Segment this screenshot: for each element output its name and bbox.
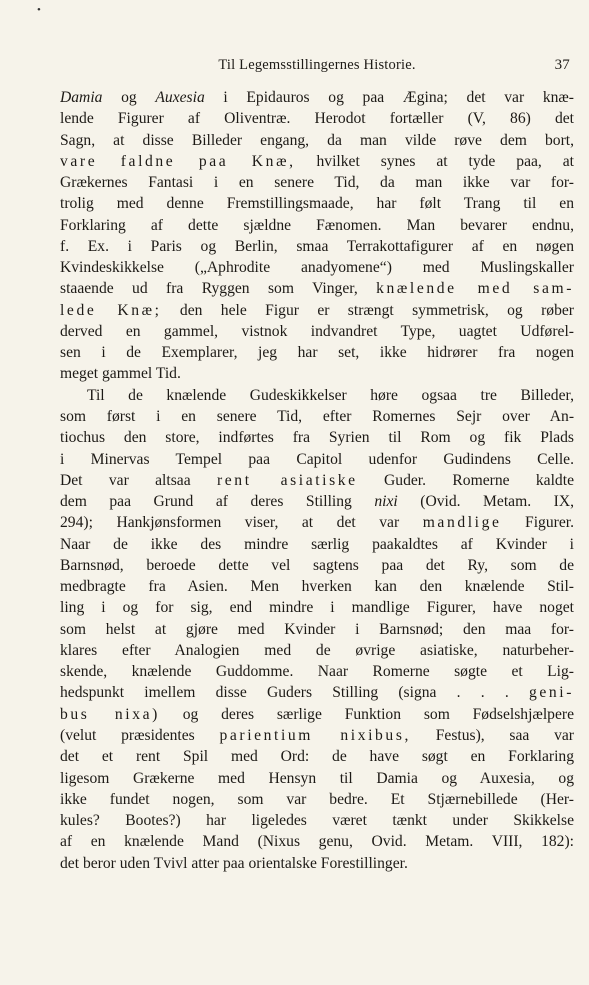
text-segment: og bbox=[102, 89, 156, 106]
text-line bbox=[60, 321, 574, 342]
italic-term: Damia bbox=[60, 89, 103, 106]
spaced-emphasis: mandlige bbox=[422, 514, 502, 532]
text-segment: f. Ex. i Paris og Berlin, smaa Terrakottafigurer af en nøgen bbox=[60, 237, 574, 255]
text-line bbox=[60, 406, 574, 427]
text-line bbox=[60, 108, 574, 129]
text-segment: Grækernes Fantasi i en senere Tid, da man ikke var for- bbox=[60, 174, 574, 192]
text-segment: lende Figurer af Oliventræ. Herodot fortæller (V, 86) det bbox=[60, 110, 574, 128]
text-segment: Det var altsaa bbox=[60, 471, 217, 489]
print-speck: • bbox=[37, 4, 41, 16]
text-line bbox=[60, 257, 574, 278]
text-segment: derved en gammel, vistnok indvandret Type, uagtet Udførel- bbox=[60, 322, 574, 340]
text-segment: hvilket synes at tyde paa, at bbox=[295, 152, 574, 170]
text-segment: medbragte fra Asien. Men hverken kan den knælende Stil- bbox=[60, 578, 574, 596]
text-segment: i Minervas Tempel paa Capitol udenfor Gudindens Celle. bbox=[60, 450, 574, 468]
text-line bbox=[60, 449, 574, 470]
text-segment: ling i og for sig, end mindre i mandlige Figurer, have noget bbox=[60, 599, 574, 617]
text-line bbox=[60, 789, 574, 810]
text-line bbox=[60, 278, 574, 299]
text-line bbox=[60, 491, 574, 512]
text-segment: af en knælende Mand (Nixus genu, Ovid. Metam. VIII, 182): bbox=[60, 833, 574, 851]
text-line bbox=[60, 151, 574, 172]
text-segment: og deres særlige Funktion som Fødselshjælpere bbox=[159, 705, 574, 723]
italic-term: Auxesia bbox=[155, 89, 205, 106]
text-segment: staaende ud fra Ryggen som Vinger, bbox=[60, 280, 377, 298]
text-segment: som helst at gjøre med Kvinder i Barnsnød; den maa for- bbox=[60, 620, 574, 638]
text-segment: Kvindeskikkelse („Aphrodite anadyomene“) med Muslingskaller bbox=[60, 259, 574, 277]
text-segment: sen i de Exemplarer, jeg har set, ikke hidrører fra nogen bbox=[60, 344, 574, 362]
text-line bbox=[60, 300, 574, 321]
text-segment: Figurer. bbox=[501, 514, 574, 532]
text-segment: ikke fundet nogen, som var bedre. Et Stjærnebillede (Her- bbox=[60, 790, 574, 808]
text-segment: den hele Figur er strængt symmetrisk, og røber bbox=[161, 301, 574, 319]
text-line bbox=[60, 385, 574, 406]
text-segment: klares efter Analogien med de øvrige asiatiske, naturbeher- bbox=[60, 641, 574, 659]
spaced-emphasis: lede Knæ; bbox=[60, 301, 162, 319]
text-segment: Barnsnød, beroede dette vel sagtens paa det Ry, som de bbox=[60, 556, 574, 574]
text-segment: 294); Hankjønsformen viser, at det var bbox=[60, 514, 423, 532]
text-segment: skende, knælende Guddomme. Naar Romerne søgte et Lig- bbox=[60, 663, 574, 681]
text-segment: trolig med denne Fremstillingsmaade, har følt Trang til en bbox=[60, 195, 574, 213]
text-segment: som først i en senere Tid, bbox=[60, 407, 303, 425]
text-line bbox=[60, 172, 574, 193]
text-segment: i Epidauros og paa Ægina; det var knæ- bbox=[204, 89, 574, 106]
text-line bbox=[60, 640, 574, 661]
text-line bbox=[60, 853, 574, 874]
spaced-emphasis: knælende med sam- bbox=[376, 280, 574, 298]
text-segment: Festus), saa var bbox=[411, 726, 574, 744]
text-line bbox=[60, 470, 574, 491]
text-segment: tiochus den store, indførtes fra Syrien til Rom og fik Plads bbox=[60, 429, 574, 447]
text-line bbox=[60, 534, 574, 555]
text-line bbox=[60, 597, 574, 618]
text-line bbox=[60, 342, 574, 363]
text-segment: efter Romernes Sejr over An- bbox=[302, 407, 574, 425]
text-line bbox=[60, 619, 574, 640]
text-segment: Guder. Romerne kaldte bbox=[357, 471, 574, 489]
text-line bbox=[60, 130, 574, 151]
text-line bbox=[60, 661, 574, 682]
text-segment: Sagn, at disse Billeder engang, da man vilde røve dem bort, bbox=[60, 131, 574, 149]
text-segment: ligesom Grækerne med Hensyn til Damia og Auxesia, og bbox=[60, 769, 574, 787]
text-segment: kules? Bootes?) har ligeledes været tænkt under Skikkelse bbox=[60, 812, 574, 830]
text-line bbox=[60, 215, 574, 236]
running-head bbox=[60, 57, 574, 75]
text-segment: Naar de ikke des mindre særlig paakaldtes af Kvinder i bbox=[60, 535, 574, 553]
spaced-emphasis: geni- bbox=[528, 684, 574, 702]
running-title: Til Legemsstillingernes Historie. bbox=[218, 57, 416, 73]
spaced-emphasis: parientium nixibus, bbox=[219, 726, 411, 744]
body-text bbox=[60, 87, 574, 874]
text-segment: (velut præsidentes bbox=[60, 726, 220, 744]
text-line bbox=[60, 768, 574, 789]
spaced-emphasis: bus nixa) bbox=[60, 705, 160, 723]
text-line bbox=[60, 746, 574, 767]
text-line bbox=[60, 555, 574, 576]
text-segment: (Ovid. Metam. IX, bbox=[397, 493, 574, 511]
text-segment: dem paa Grund af deres Stilling bbox=[60, 493, 375, 511]
text-line bbox=[60, 363, 574, 384]
text-segment: hedspunkt imellem disse Guders Stilling (signa . . . bbox=[60, 684, 529, 702]
text-line bbox=[60, 427, 574, 448]
text-line bbox=[60, 831, 574, 852]
text-line bbox=[60, 236, 574, 257]
text-segment: det beror uden Tvivl atter paa orientalske Forestillinger. bbox=[60, 854, 408, 872]
text-segment: Forklaring af dette sjældne Fænomen. Man bevarer endnu, bbox=[60, 216, 574, 234]
text-segment: Til de knælende Gudeskikkelser høre ogsaa tre Billeder, bbox=[87, 386, 574, 404]
text-line bbox=[60, 704, 574, 725]
spaced-emphasis: rent asiatiske bbox=[216, 471, 358, 489]
text-segment: meget gammel Tid. bbox=[60, 365, 181, 383]
text-line bbox=[60, 512, 574, 533]
text-line bbox=[60, 682, 574, 703]
text-line bbox=[60, 725, 574, 746]
text-line bbox=[60, 576, 574, 597]
spaced-emphasis: vare faldne paa Knæ, bbox=[60, 152, 296, 170]
page-number: 37 bbox=[554, 57, 570, 73]
text-line bbox=[60, 193, 574, 214]
text-line bbox=[60, 810, 574, 831]
text-segment: det et rent Spil med Ord: de have søgt en Forklaring bbox=[60, 748, 574, 766]
italic-term: nixi bbox=[374, 493, 398, 511]
text-line bbox=[60, 87, 574, 108]
